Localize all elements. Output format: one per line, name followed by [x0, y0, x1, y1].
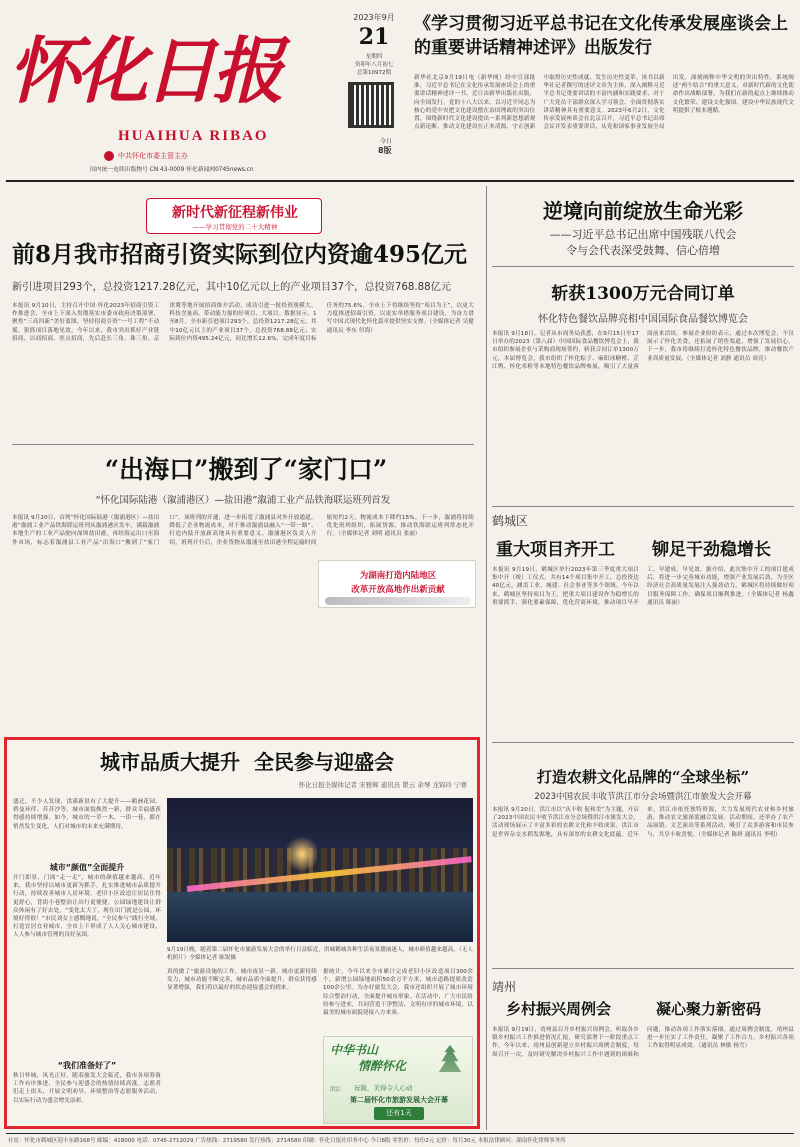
lunar-date: 癸卯年八月初七 [354, 62, 394, 68]
date-block [340, 12, 408, 162]
section-label-jingzhou: 靖州 [492, 980, 517, 994]
right-h4[interactable]: 打造农耕文化品牌的“全球坐标” [536, 768, 750, 786]
right-column [492, 186, 794, 1130]
pages-label: 今日 [380, 138, 393, 145]
right-h2[interactable]: 斩获1300万元合同订单 [551, 284, 735, 304]
top-story-body: 新华社北京9月19日电（新华网）经中宣部批准，习近平总书记在文化传承发展座谈会上的重要讲话精神述评一书，近日由新华出版社出版，向全国发行。党的十八大以来，以习近平同志为核心的党中央把文化建设摆在治国理政的突出位置，围绕新时代文化建设提出一系列新思想新观点新论断，推动文化建设在正本清源、守正创新中取得历史性成就、发生历史性变革。该书以新华社记者撰写的述评文章为主体，深入阐释习近平总书记重要讲话的丰富内涵和实践要求，对于广大党员干部群众深入学习领会、全面贯彻落实讲话精神具有重要意义。2023年6月2日，文化传承发展座谈会在北京召开，习近平总书记出席会议并发表重要讲话，从党和国家事业发展全局出发，深刻阐释中华文明的突出特性，系统阐述“两个结合”的重大意义，对新时代新的文化使命作出战略部署，为我们在新的起点上继续推动文化繁荣、建设文化强国、建设中华民族现代文明提供了根本遵循。 [414, 75, 794, 131]
feature-headline[interactable]: 城市品质大提升 全民参与迎盛会 [100, 750, 394, 774]
section-label-hecheng: 鹤城区 [492, 514, 529, 528]
lead-subhead: 新引进项目293个，总投资1217.28亿元，其中10亿元以上的产业项目37个，总投资768.88亿元 [12, 282, 451, 293]
section-divider [12, 444, 474, 445]
right-h1-sub1: ——习近平总书记出席中国残联八代会 [549, 228, 737, 241]
ad-small-label: 洪江 [330, 1087, 342, 1093]
weekday: 星期四 [365, 54, 383, 60]
feature-sec2-body: 秋日怀城，风光正好。随着旅发大会临近，我市各项筹备工作有序推进，全民参与迎盛会的热情持续高涨。志愿者们走上街头，开展文明劝导、环境整治等志愿服务活动，以实际行动为盛会增光添彩。 [13, 1073, 161, 1104]
left-column [6, 186, 480, 726]
footer-rule [6, 1133, 794, 1134]
building-glow [287, 834, 317, 874]
photo-caption: 9月19日晚，随着第二届怀化市旅游发展大会的举行日益临近，洪城鹤城各种生活夜景靓丽迷人，城市颜值越来越高。（无人机照片）全媒体记者 陈锐摄 [167, 947, 473, 961]
masthead-sponsor: 中共怀化市委主管主办 [118, 152, 188, 160]
feature-sec1-body: 开门即景，门面“走一走”，城市的颜值越来越高。近年来，我市坚持以城市更新为抓手，扎实推进城市品质提升行动，持续改善城市人居环境。老旧小区改造让居民住得更舒心，背街小巷整治让出行更便捷，公园绿地建设让群众休闲有了好去处。“变化太大了，现在出门就是公园，环境好得很！”市民刘女士感慨地说。“全民参与”践行全域，打造宜居宜业城市，全市上下形成了人人关心城市建设、人人参与城市管理的良好氛围。 [13, 875, 161, 939]
column-separator [486, 186, 487, 1130]
qr-code-icon[interactable] [348, 82, 394, 128]
feature-sec2-title: “我们准备好了” [57, 1061, 117, 1070]
right-h2-body: 本报讯 9月18日，记者从市商务局获悉，在9月15日至17日举办的2023（第八届）中国国际食品餐饮博览会上，我市组织参展企业与采购商现场签约，斩获合同订单1300万元。本届博览会，我市组织了怀化粽子、麻阳冰糖橙、芷江鸭、怀化米粉等本地特色餐饮品牌参展，吸引了大量客商前来洽谈。参展企业纷纷表示，通过本次博览会，不仅展示了怀化美食，还拓展了销售渠道，增强了发展信心。下一步，我市将继续打造怀化特色餐饮品牌，推动餐饮产业高质量发展。（全媒体记者 刘静 通讯员 周亮） [492, 331, 794, 370]
ad-slogan: 玩陇，美得令人心动 [354, 1084, 413, 1092]
party-emblem-icon [104, 151, 114, 161]
masthead-title: 怀化日报 [8, 28, 281, 113]
banner-subtitle: ——学习贯彻党的二十大精神 [192, 223, 278, 231]
tourism-ad[interactable] [323, 1036, 473, 1124]
masthead-divider [6, 180, 794, 182]
masthead-pinyin: HUAIHUA RIBAO [118, 128, 269, 144]
feature-right-body: 据统计，今年以来全市累计完成老旧小区改造项目300余个，新增公园绿地面积50余万平方米，城市道路提质改造100余公里。为办好旅发大会，我市还组织开展了城市环境综合整治行动，全面提升城市形象。在活动中，广大市民纷纷参与进来，共同营造干净整洁、文明有序的城市环境，以最美的城市面貌迎接八方来客。 [323, 969, 473, 1017]
badge-line-1: 为湖南打造内陆地区 [359, 571, 437, 581]
right-h4-sub: 2023中国农民丰收节洪江市分会场暨洪江市旅发大会开幕 [534, 792, 752, 802]
ad-countdown: 还有1天 [374, 1107, 424, 1120]
lead-body: 本报讯 9月10日，主持召开中国·怀化2023年招商引资工作推进会，全市上下深入贯彻落实市委市政府决策部署，聚焦“三高四新”美好蓝图，坚持招商引资“一号工程”不动摇，狠抓项目落地见效。今年以来，我市突出抓好产业链招商、以商招商、驻点招商，先后赴长三角、珠三角、京津冀等地开展招商推介活动，成功引进一批投资规模大、科技含量高、带动能力强的好项目、大项目。数据显示，1至8月，全市新引进项目293个，总投资1217.28亿元，其中10亿元以上的产业项目37个，总投资768.88亿元；实际到位内资495.24亿元，同比增长12.6%，完成年度目标任务的75.6%。全市上下将继续坚持“项目为王”，以更大力度推进招商引资，以更实举措服务项目建设，为奋力谱写中国式现代化怀化篇章提供坚实支撑。（全媒体记者 吴健 通讯员 李东 付海） [12, 303, 474, 342]
pagoda-icon [436, 1045, 464, 1081]
right-h3a[interactable]: 重大项目齐开工 [496, 540, 615, 560]
river-reflection [167, 890, 473, 942]
feature-byline: 怀化日报全媒体记者 宋雅辉 通讯员 瞿云 余琴 龙锦玲 宁赛 [298, 781, 467, 789]
footer-info: 社址：怀化市鹤城区迎丰东路168号 邮编：418000 电话：0745-2712029 广告热线：2719580 发行热线：2714580 印刷：怀化日报社印务中心 今日8版 零售价：每份2元 定价：每月30元 本报法律顾问：湖南怀化律师事务所 [8, 1138, 566, 1144]
train-icon [325, 597, 471, 605]
feature-mid-body: 真的做了“旅游设施的工作，城市夜景一新。城市更新持续发力，城市功能不断完善，城市品质全面提升，群众获得感显著增强，我们将以最好的状态迎接盛会的到来。 [167, 969, 317, 992]
feature-box [4, 737, 480, 1129]
lead-headline[interactable]: 前8月我市招商引资实际到位内资逾495亿元 [12, 241, 468, 268]
badge-line-2: 改革开放高地作出新贡献 [351, 585, 445, 595]
second-subhead: “怀化国际陆港（溆浦港区）—盐田港”溆浦工业产品铁海联运班列首发 [95, 495, 391, 506]
right-h1[interactable]: 逆境向前绽放生命光彩 [543, 199, 743, 223]
banner-badge [146, 198, 322, 234]
right-h2-sub: 怀化特色餐饮品牌亮相中国国际食品餐饮博览会 [538, 314, 748, 325]
masthead [0, 0, 800, 180]
right-h5b[interactable]: 凝心聚力新密码 [656, 1000, 762, 1018]
right-divider-2 [492, 506, 794, 507]
right-h3-body: 本报讯 9月19日，鹤城区举行2023年第三季度重大项目集中开（竣）工仪式，共有14个项目集中开工，总投资达40亿元，涵盖工业、城建、社会事业等多个领域。今年以来，鹤城区坚持项目为王，把重大项目建设作为稳增长的重要抓手，强化要素保障，优化营商环境，推动项目早开工、早建成、早见效。据介绍，此次集中开工的项目建成后，将进一步完善城市功能，增强产业发展后劲，为全区经济社会高质量发展注入强劲动力。鹤城区将持续做好项目服务保障工作，确保项目顺利推进。（全媒体记者 杨鑫 通讯员 陈丽） [492, 567, 794, 606]
ad-event: 第二届怀化市旅游发展大会开幕 [350, 1096, 448, 1104]
second-body: 本报讯 9月20日，首列“怀化国际陆港（溆浦港区）—盐田港”溆浦工业产品铁海联运班列从溆浦港区发车，满载溆浦本地生产的工业产品驶向深圳盐田港，再经海运出口至海外市场，标志着溆浦县工业产品“出海口”搬到了“家门口”。该班列的开通，进一步拓宽了溆浦县对外开放通道，降低了企业物流成本，对于推动溆浦县融入“一带一路”、打造内陆开放新高地具有重要意义。溆浦港区负责人介绍，班列开行后，企业货物从溆浦至盐田港全程运输时间缩短约2天，物流成本下降约15%。下一步，溆浦将持续优化班列组织，拓展货源，推动铁海联运班列常态化开行。（全媒体记者 刘明 通讯员 张丽） [12, 515, 474, 546]
serial-number: 总第10972期 [357, 70, 391, 76]
right-h1-sub2: 令与会代表深受鼓舞、信心倍增 [566, 244, 720, 257]
top-story-headline[interactable]: 《学习贯彻习近平总书记在文化传承发展座谈会上的重要讲话精神述评》出版发行 [414, 14, 788, 58]
masthead-issn: 国内统一连续出版物号 CN 43-0009 怀化新闻网0745news.cn [90, 167, 254, 173]
right-h4-body: 本报讯 9月20日，洪江市以“庆丰收 促和美”为主题，开启了2023中国农民丰收节洪江市分会场暨洪江市旅发大会，活动现场展示了丰富多彩的农耕文化和丰收成果。洪江市是世界杂交水稻发源地，具有深厚的农耕文化底蕴。近年来，洪江市依托独特资源，大力发展现代农业和乡村旅游，推动农文旅深度融合发展。活动期间，还举办了农产品展销、文艺演出等系列活动，吸引了众多游客和市民参与，共享丰收喜悦。（全媒体记者 陈妍 通讯员 李明） [492, 807, 794, 838]
feature-intro: 盛迁，不少人发现，洪溪新晨有了大提升——鹤洲花园、碧曼环伴、苏苏沙等，城市面貌焕然一新，群众幸福感获得感持续增强。如今，城市的一草一木、一街一巷，都在悄然发生变化，人们对城市的未来充满期待。 [13, 799, 161, 830]
night-city-photo[interactable] [167, 798, 473, 942]
right-divider-1 [492, 266, 794, 267]
ad-title-1: 中华书山 [330, 1043, 379, 1057]
right-divider-3 [492, 742, 794, 743]
feature-sec1-title: 城市“颜值”全面提升 [49, 863, 125, 872]
date-year-month: 2023年9月 [353, 13, 395, 22]
right-h3b[interactable]: 铆足干劲稳增长 [652, 540, 771, 560]
reform-badge [318, 560, 476, 608]
second-headline[interactable]: “出海口”搬到了“家门口” [104, 455, 388, 484]
right-divider-4 [492, 968, 794, 969]
page-count: 8版 [378, 146, 392, 155]
right-h5-body: 本报讯 9月19日，靖州县召开乡村振兴周例会，听取各乡镇乡村振兴工作推进情况汇报，研究部署下一阶段重点工作。今年以来，靖州县创新建立乡村振兴周例会制度，每周召开一次，及时研究解决乡村振兴工作中遇到的困难和问题，推动各项工作落实落细。通过周例会制度，靖州县进一步压实了工作责任，凝聚了工作合力，乡村振兴各项工作取得明显成效。（通讯员 林敏 杨雪） [492, 1027, 794, 1058]
right-h5a[interactable]: 乡村振兴周例会 [506, 1000, 612, 1018]
date-day: 21 [358, 24, 390, 50]
banner-title: 新时代新征程新伟业 [172, 205, 298, 221]
ad-title-2: 情醉怀化 [358, 1059, 407, 1073]
